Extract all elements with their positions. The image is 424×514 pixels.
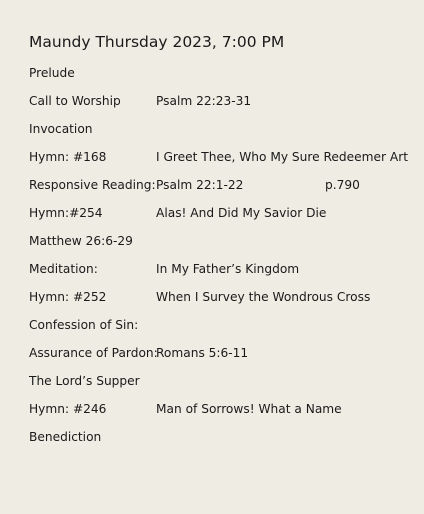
item-detail: Romans 5:6-11 bbox=[156, 346, 249, 360]
order-item-hymn-254 bbox=[29, 206, 409, 222]
item-label: Call to Worship bbox=[29, 94, 121, 108]
item-label: Meditation: bbox=[29, 262, 98, 276]
order-item-scripture bbox=[29, 234, 409, 250]
item-label: Assurance of Pardon: bbox=[29, 346, 158, 360]
item-label: Hymn:#254 bbox=[29, 206, 103, 220]
order-item-invocation bbox=[29, 122, 409, 138]
order-item-hymn-246 bbox=[29, 402, 409, 418]
order-item-assurance bbox=[29, 346, 409, 362]
item-label: Matthew 26:6-29 bbox=[29, 234, 133, 248]
item-detail: When I Survey the Wondrous Cross bbox=[156, 290, 371, 304]
item-detail: I Greet Thee, Who My Sure Redeemer Art bbox=[156, 150, 409, 164]
order-item-confession bbox=[29, 318, 409, 334]
order-item-responsive-reading bbox=[29, 178, 409, 194]
item-detail: Alas! And Did My Savior Die bbox=[156, 206, 327, 220]
order-item-hymn-252 bbox=[29, 290, 409, 306]
order-item-meditation bbox=[29, 262, 409, 278]
order-item-lords-supper bbox=[29, 374, 409, 390]
order-item-hymn-168 bbox=[29, 150, 409, 166]
item-label: Confession of Sin: bbox=[29, 318, 139, 332]
item-detail: Psalm 22:23-31 bbox=[156, 94, 252, 108]
item-detail: Man of Sorrows! What a Name bbox=[156, 402, 342, 416]
item-label: Hymn: #246 bbox=[29, 402, 107, 416]
page-title: Maundy Thursday 2023, 7:00 PM bbox=[29, 33, 285, 51]
order-item-call-to-worship bbox=[29, 94, 409, 110]
item-detail: Psalm 22:1-22 bbox=[156, 178, 244, 192]
item-label: Benediction bbox=[29, 430, 102, 444]
item-label: Invocation bbox=[29, 122, 93, 136]
item-label: The Lord’s Supper bbox=[29, 374, 140, 388]
order-item-prelude bbox=[29, 66, 409, 82]
item-label: Hymn: #252 bbox=[29, 290, 107, 304]
item-detail: In My Father’s Kingdom bbox=[156, 262, 300, 276]
order-item-benediction bbox=[29, 430, 409, 446]
item-page: p.790 bbox=[325, 178, 360, 192]
item-label: Hymn: #168 bbox=[29, 150, 107, 164]
item-label: Prelude bbox=[29, 66, 75, 80]
item-label: Responsive Reading: bbox=[29, 178, 156, 192]
